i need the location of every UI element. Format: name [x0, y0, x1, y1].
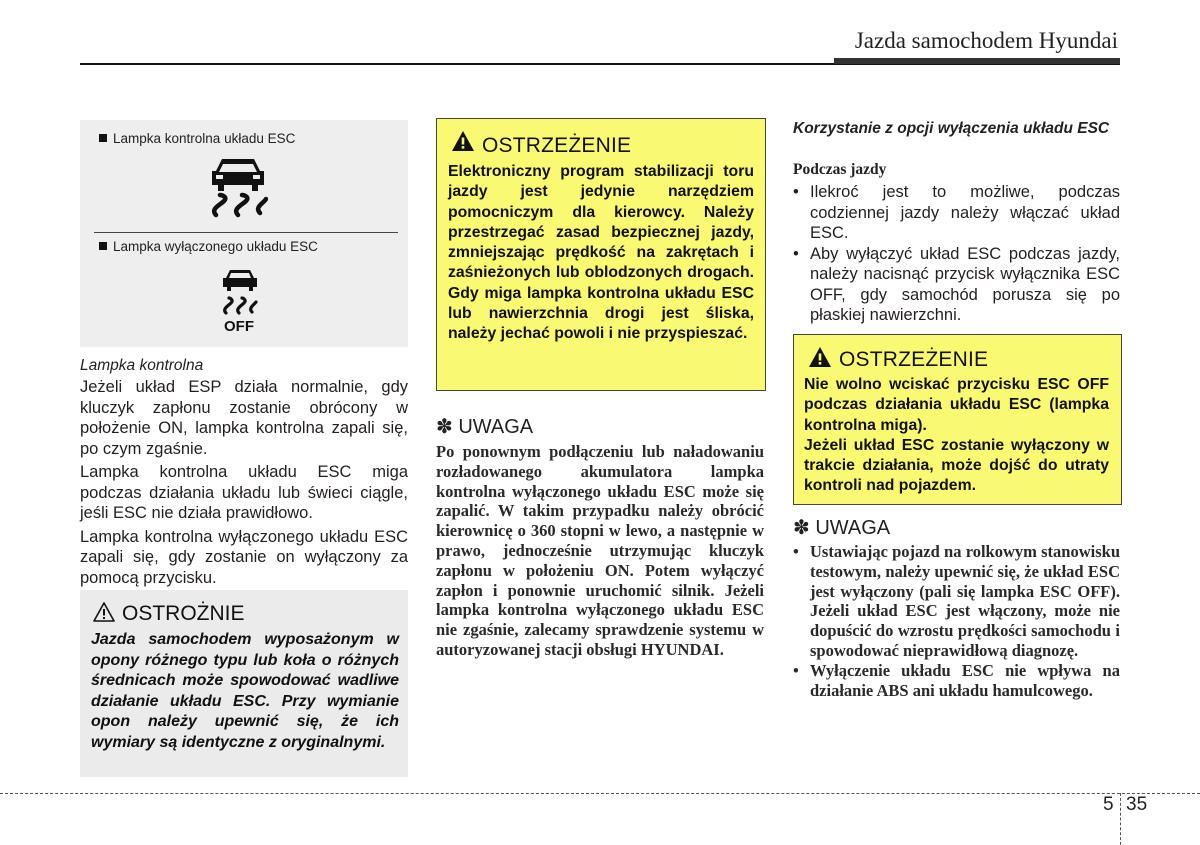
lamp-divider	[94, 232, 398, 233]
warning-triangle-icon	[451, 130, 475, 152]
warning-paragraph: Jeżeli układ ESC zostanie wyłączony w trakcie działania, może dojść do utraty kontroli nad pojazdem.	[804, 436, 1109, 495]
section-number: 5	[1103, 794, 1114, 815]
note-text: Po ponownym podłączeniu lub naładowaniu rozładowanego akumulatora lampka kontrolna wyłączonego układu ESC może się zapalić. W takim przypadku należy obrócić kierownicę o 360 stopni w lewo, a następnie w prawo, jednocześnie utrzymując kluczyk zapłonu w położeniu ON. Potem wyłączyć zapłon i ponownie uruchomić silnik. Jeżeli lampka kontrolna wyłączonego układu ESC nie zgaśnie, zalecamy sprawdzenie systemu w autoryzowanej stacji obsługi HYUNDAI.	[436, 442, 764, 659]
caution-text: Jazda samochodem wyposażonym w opony różnego typu lub koła o różnych średnicach może spowodować wadliwe działanie układu ESC. Przy wymianie opon należy upewnić się, że ich wymiary są identyczne z oryginalnymi.	[91, 631, 399, 751]
esc-skid-car-icon	[208, 155, 268, 220]
warning-paragraph: Nie wolno wciskać przycisku ESC OFF podczas działania układu ESC (lampka kontrolna miga).	[804, 376, 1109, 434]
page-number: 35	[1126, 794, 1148, 815]
warning-triangle-icon	[808, 346, 832, 368]
section-subtitle: Korzystanie z opcji wyłączenia układu ESC	[793, 120, 1110, 137]
lamp-description	[80, 377, 408, 591]
paragraph: Lampka kontrolna układu ESC miga podczas działania układu lub świeci ciągle, jeśli ESC nie działa prawidłowo.	[80, 463, 408, 522]
square-bullet-icon	[99, 134, 107, 142]
header-accent-bar	[834, 58, 1120, 64]
paragraph: Jeżeli układ ESP działa normalnie, gdy kluczyk zapłonu zostanie obrócony w położenie ON, lampka kontrolna zapali się, po czym zgaśnie.	[80, 378, 408, 458]
footer-dashed-separator	[1120, 793, 1121, 845]
paragraph: Lampka kontrolna wyłączonego układu ESC zapali się, gdy zostanie on wyłączony za pomocą przycisku.	[80, 527, 408, 587]
square-bullet-icon	[99, 242, 107, 250]
note-list	[793, 542, 1120, 700]
lamp-on-caption: Lampka kontrolna układu ESC	[99, 131, 295, 146]
footer-dashed-rule	[0, 793, 1200, 794]
caution-title: OSTROŻNIE	[122, 602, 245, 625]
warning-title: OSTRZEŻENIE	[839, 348, 989, 371]
list-item: • Ilekroć jest to możliwe, podczas codziennej jazdy należy włączać układ ESC.	[793, 183, 1120, 242]
esc-off-instructions	[793, 182, 1120, 326]
list-item: • Ustawiając pojazd na rolkowym stanowisku testowym, należy upewnić się, że układ ESC jest wyłączony (pali się lampka ESC OFF). Jeżeli układ ESC jest włączony, może nie dopuścić do wzrostu prędkości samochodu i spowodować nieprawidłową diagnozę.	[793, 542, 1120, 660]
esc-off-label: OFF	[224, 318, 254, 335]
section-subtitle: Lampka kontrolna	[80, 357, 204, 374]
warning-text	[804, 375, 1109, 497]
note-title: ✽ UWAGA	[793, 517, 891, 539]
list-item: • Aby wyłączyć układ ESC podczas jazdy, należy nacisnąć przycisk wyłącznika ESC OFF, gdy samochód porusza się po płaskiej nawierzchni.	[793, 244, 1120, 324]
esc-off-car-icon	[222, 268, 258, 316]
list-item: • Wyłączenie układu ESC nie wpływa na działanie ABS ani układu hamulcowego.	[793, 660, 1120, 700]
warning-text: Elektroniczny program stabilizacji toru jazdy jest jedynie narzędziem pomocniczym dla kierowcy. Należy przestrzegać zasad bezpiecznej jazdy, zmniejszając prędkość na zakrętach i zaśnieżonych lub oblodzonych drogach. Gdy miga lampka kontrolna układu ESC lub nawierzchnia drogi jest śliska, należy jechać powoli i nie przyspieszać.	[448, 163, 754, 343]
page-header-title: Jazda samochodem Hyundai	[854, 28, 1118, 53]
note-title: ✽ UWAGA	[436, 416, 534, 438]
section-subhead: Podczas jazdy	[793, 161, 887, 178]
caution-triangle-icon	[93, 602, 115, 622]
warning-title: OSTRZEŻENIE	[482, 134, 632, 157]
lamp-off-caption: Lampka wyłączonego układu ESC	[99, 239, 318, 254]
